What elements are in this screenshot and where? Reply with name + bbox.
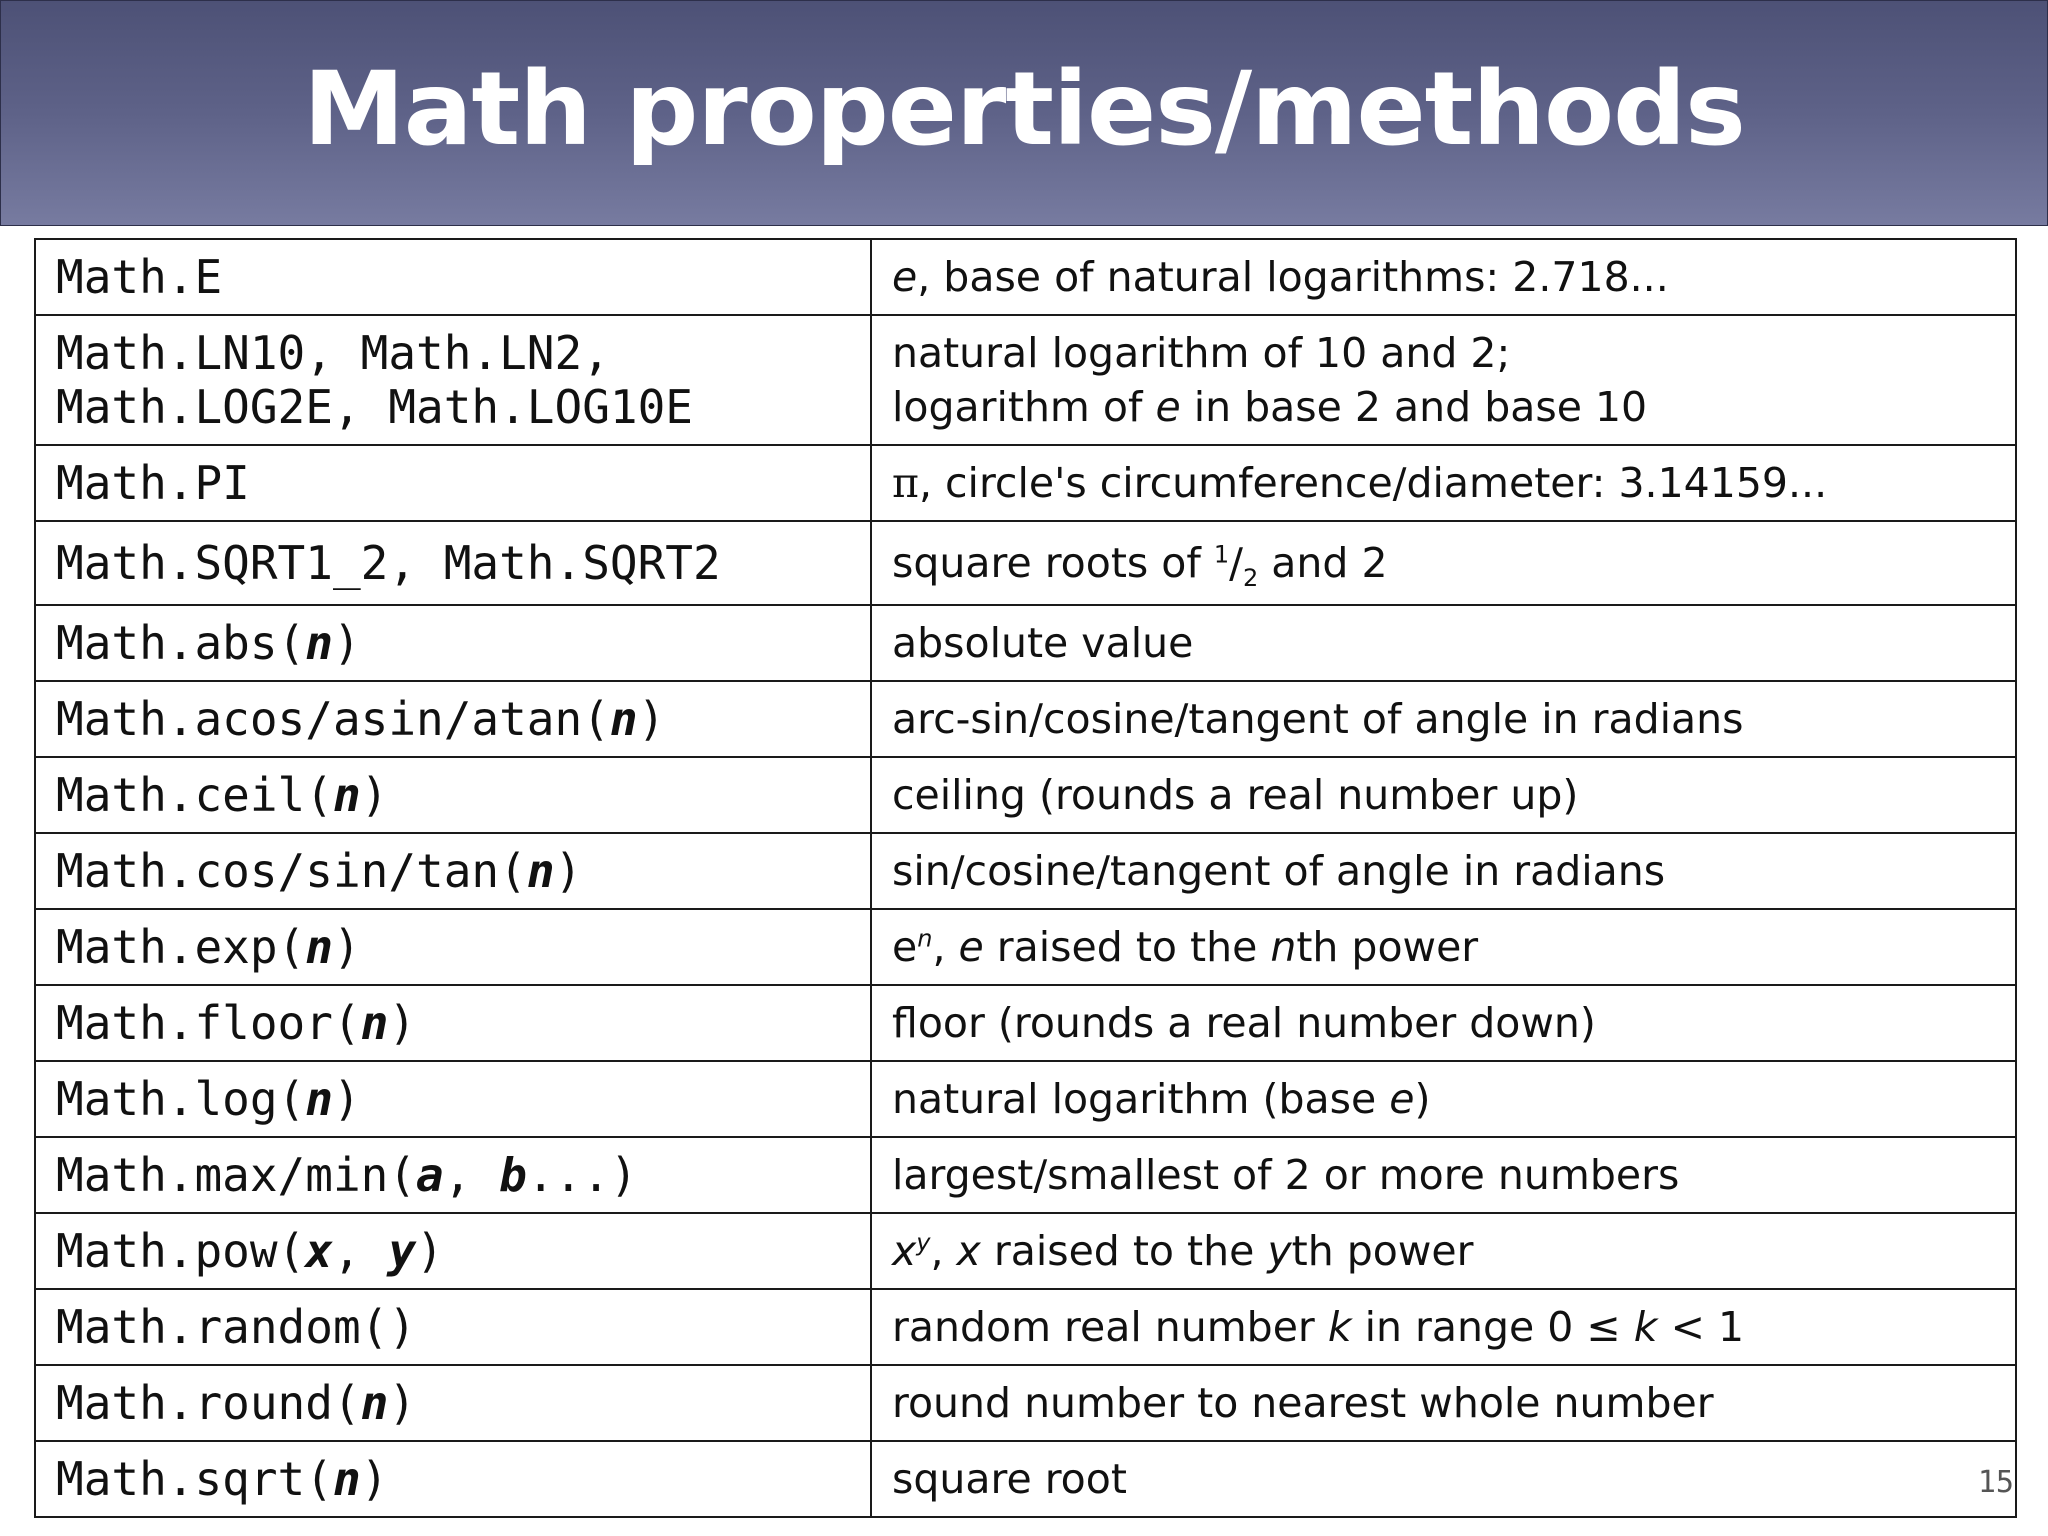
- code-text: ,: [443, 1148, 500, 1202]
- desc-italic: e: [1389, 1075, 1415, 1123]
- table-row: [35, 1137, 2016, 1213]
- code-line: Math.LOG2E, Math.LOG10E: [56, 380, 693, 434]
- code-cell: [35, 757, 871, 833]
- code-cell: [35, 1137, 871, 1213]
- desc-text: , circle's circumference/diameter: 3.14159...: [918, 459, 1828, 507]
- desc-text: arc-sin/cosine/tangent of angle in radians: [892, 695, 1744, 743]
- fraction-numerator: 1: [1213, 540, 1230, 569]
- table-row: [35, 909, 2016, 985]
- desc-italic: n: [1270, 923, 1297, 971]
- code-text: Math.log(: [56, 1072, 306, 1126]
- desc-text: natural logarithm (base: [892, 1075, 1390, 1123]
- code-line: Math.LN10, Math.LN2,: [56, 326, 610, 380]
- table-row: [35, 445, 2016, 521]
- code-text: Math.E: [56, 250, 223, 304]
- code-arg: n: [305, 1072, 333, 1126]
- code-arg: n: [305, 920, 333, 974]
- desc-text: , base of natural logarithms: 2.718...: [917, 253, 1669, 301]
- description-cell: [871, 1289, 2016, 1365]
- desc-italic: k: [1327, 1303, 1352, 1351]
- desc-text: square roots of: [892, 539, 1214, 587]
- desc-text: largest/smallest of 2 or more numbers: [892, 1151, 1680, 1199]
- code-cell: [35, 1213, 871, 1289]
- desc-text: floor (rounds a real number down): [892, 999, 1596, 1047]
- desc-line: natural logarithm of 10 and 2;: [892, 329, 1511, 377]
- table-row: [35, 521, 2016, 605]
- title-bar: [0, 0, 2048, 226]
- code-cell: [35, 681, 871, 757]
- desc-text: and 2: [1258, 539, 1388, 587]
- desc-italic: e: [1155, 383, 1181, 431]
- desc-text: ): [1414, 1075, 1431, 1123]
- desc-text: logarithm of: [892, 383, 1156, 431]
- desc-text: raised to the: [983, 923, 1271, 971]
- code-text: Math.PI: [56, 456, 250, 510]
- code-arg: n: [609, 692, 638, 746]
- code-text: ...): [526, 1148, 638, 1202]
- code-text: Math.exp(: [56, 920, 306, 974]
- code-text: Math.abs(: [56, 616, 306, 670]
- description-cell: [871, 985, 2016, 1061]
- code-cell: [35, 1441, 871, 1517]
- code-arg: n: [360, 1376, 389, 1430]
- table-row: [35, 239, 2016, 315]
- description-cell: [871, 1441, 2016, 1517]
- code-text: ): [332, 920, 361, 974]
- code-text: ): [360, 1452, 389, 1506]
- code-text: Math.floor(: [56, 996, 361, 1050]
- code-arg: n: [526, 844, 555, 898]
- code-text: ): [388, 1376, 417, 1430]
- code-cell: [35, 1061, 871, 1137]
- table-row: [35, 1061, 2016, 1137]
- desc-italic: e: [958, 923, 984, 971]
- code-cell: [35, 445, 871, 521]
- desc-text: sin/cosine/tangent of angle in radians: [892, 847, 1666, 895]
- description-cell: [871, 909, 2016, 985]
- code-text: Math.pow(: [56, 1224, 306, 1278]
- description-cell: [871, 605, 2016, 681]
- table-row: [35, 605, 2016, 681]
- desc-text: round number to nearest whole number: [892, 1379, 1714, 1427]
- code-arg: n: [360, 996, 389, 1050]
- table-row: [35, 315, 2016, 445]
- code-text: Math.random(): [56, 1300, 417, 1354]
- description-cell: [871, 445, 2016, 521]
- code-arg: a: [416, 1148, 444, 1202]
- page-number: 15: [1977, 1465, 2014, 1500]
- table-row: [35, 1213, 2016, 1289]
- code-text: ): [554, 844, 583, 898]
- code-cell: [35, 985, 871, 1061]
- code-arg: y: [388, 1224, 417, 1278]
- table-row: [35, 1289, 2016, 1365]
- description-cell: [871, 1365, 2016, 1441]
- code-text: Math.sqrt(: [56, 1452, 333, 1506]
- code-arg: x: [305, 1224, 333, 1278]
- table-row: [35, 985, 2016, 1061]
- description-cell: [871, 833, 2016, 909]
- code-text: ,: [332, 1224, 389, 1278]
- table-row: [35, 1365, 2016, 1441]
- exponent: n: [917, 924, 933, 953]
- code-arg: b: [499, 1148, 527, 1202]
- code-cell: [35, 833, 871, 909]
- code-text: ): [332, 616, 361, 670]
- table-row: [35, 757, 2016, 833]
- desc-italic: x: [956, 1227, 981, 1275]
- code-arg: n: [305, 616, 333, 670]
- code-text: Math.max/min(: [56, 1148, 417, 1202]
- description-cell: [871, 239, 2016, 315]
- code-text: ): [388, 996, 417, 1050]
- table-row: [35, 681, 2016, 757]
- description-cell: [871, 1213, 2016, 1289]
- code-text: Math.acos/asin/atan(: [56, 692, 610, 746]
- code-text: Math.ceil(: [56, 768, 333, 822]
- code-text: ): [637, 692, 666, 746]
- table-row: [35, 1441, 2016, 1517]
- desc-text: ,: [932, 923, 959, 971]
- desc-text: ,: [930, 1227, 957, 1275]
- description-cell: [871, 757, 2016, 833]
- code-text: ): [332, 1072, 361, 1126]
- code-text: ): [416, 1224, 444, 1278]
- desc-text: in range 0 ≤: [1351, 1303, 1634, 1351]
- desc-text: ceiling (rounds a real number up): [892, 771, 1579, 819]
- table-row: [35, 833, 2016, 909]
- slide-title: Math properties/methods: [303, 49, 1745, 169]
- code-cell: [35, 315, 871, 445]
- desc-text: raised to the: [980, 1227, 1268, 1275]
- fraction-slash: /: [1229, 539, 1243, 587]
- description-cell: [871, 521, 2016, 605]
- description-cell: [871, 1137, 2016, 1213]
- code-text: ): [360, 768, 389, 822]
- exponent: y: [916, 1228, 931, 1257]
- desc-text: th power: [1291, 1227, 1474, 1275]
- desc-italic: e: [892, 253, 918, 301]
- desc-text: in base 2 and base 10: [1180, 383, 1648, 431]
- math-properties-table: [34, 238, 2017, 1518]
- desc-text: < 1: [1657, 1303, 1745, 1351]
- description-cell: [871, 315, 2016, 445]
- code-cell: [35, 1289, 871, 1365]
- code-text: Math.SQRT1_2, Math.SQRT2: [56, 536, 721, 590]
- code-cell: [35, 909, 871, 985]
- desc-line: [892, 380, 1995, 434]
- desc-text: square root: [892, 1455, 1127, 1503]
- desc-text: random real number: [892, 1303, 1328, 1351]
- code-text: Math.round(: [56, 1376, 361, 1430]
- code-cell: [35, 1365, 871, 1441]
- code-cell: [35, 605, 871, 681]
- desc-italic: x: [892, 1227, 917, 1275]
- desc-italic: y: [1267, 1227, 1292, 1275]
- desc-text: th power: [1296, 923, 1479, 971]
- code-arg: n: [332, 768, 361, 822]
- desc-text: absolute value: [892, 619, 1194, 667]
- desc-text: e: [892, 923, 918, 971]
- code-cell: [35, 239, 871, 315]
- code-text: Math.cos/sin/tan(: [56, 844, 527, 898]
- desc-italic: k: [1633, 1303, 1658, 1351]
- fraction-denominator: 2: [1242, 564, 1259, 593]
- description-cell: [871, 681, 2016, 757]
- pi-symbol: π: [892, 459, 919, 507]
- code-arg: n: [332, 1452, 361, 1506]
- description-cell: [871, 1061, 2016, 1137]
- code-cell: [35, 521, 871, 605]
